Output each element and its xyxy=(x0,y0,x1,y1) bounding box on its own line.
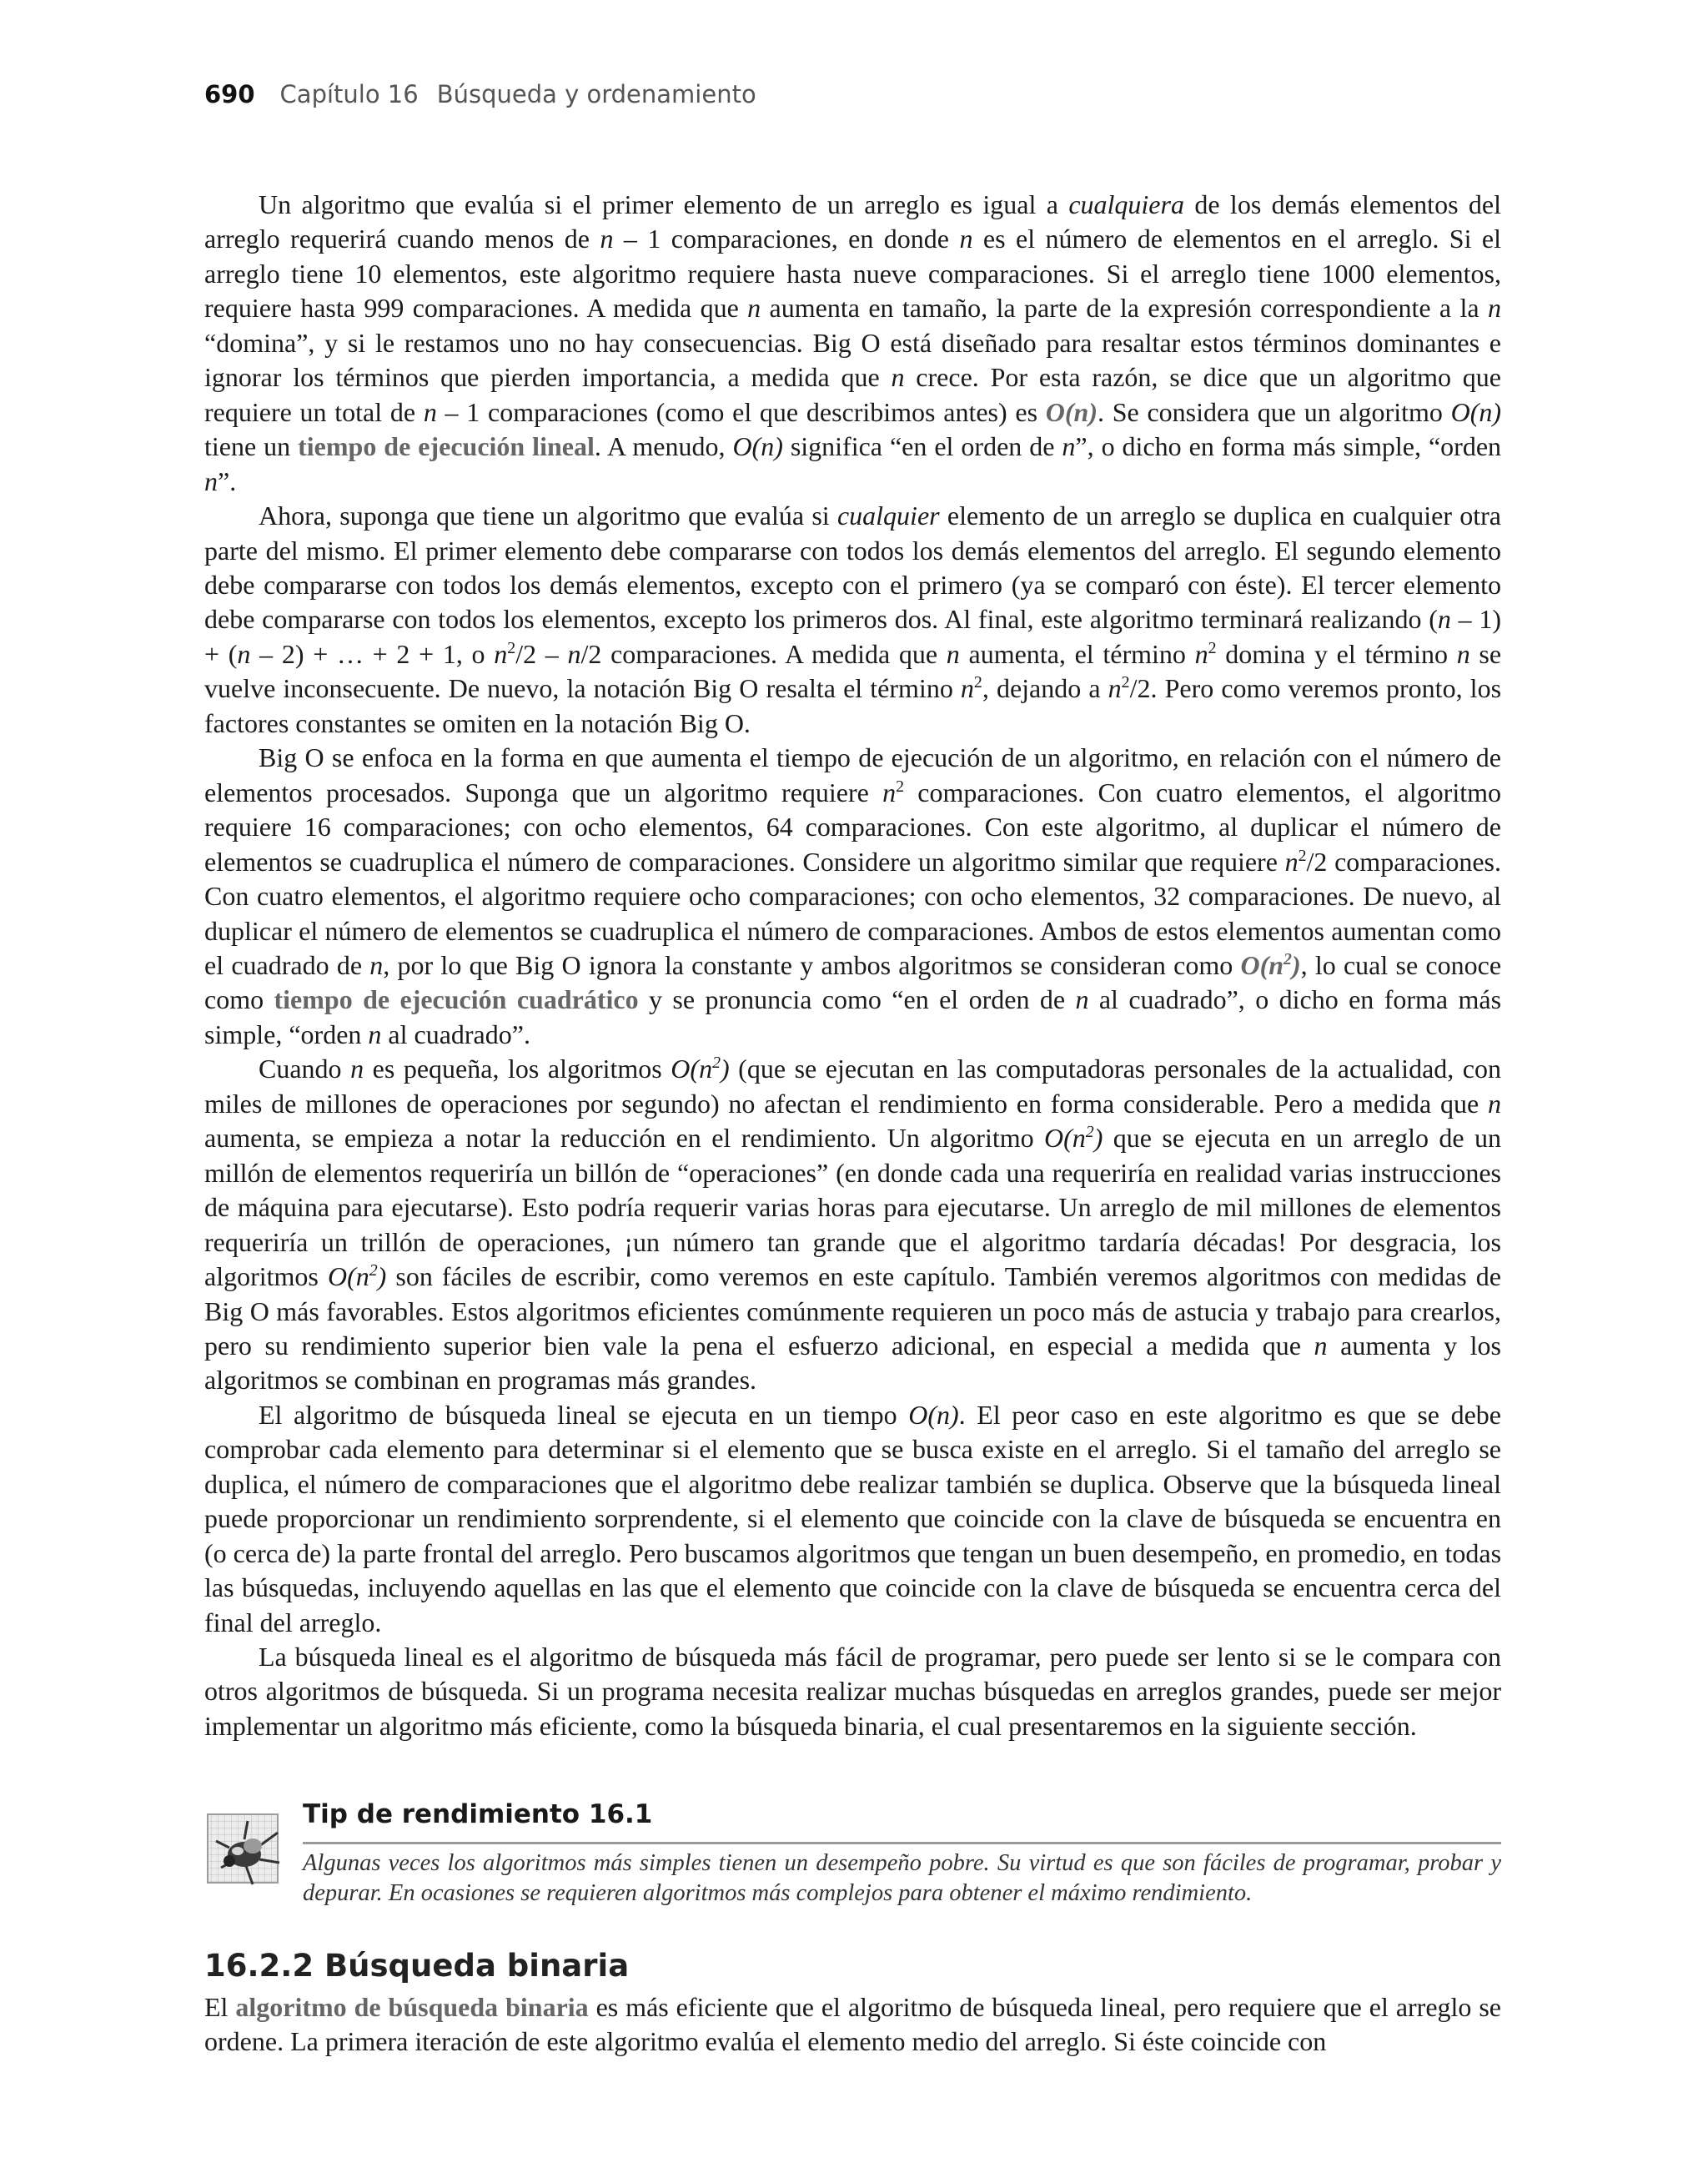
text-run: /2 – xyxy=(515,638,568,669)
text-run: “domina”, y si le restamos uno no hay consecuencias. Big O está diseñado para resaltar estos términos dominantes e ignorar los términos que pierden importancia, a medida que xyxy=(204,327,1501,393)
notation: ) xyxy=(377,1261,387,1292)
paragraph-3 xyxy=(204,741,1501,1052)
variable: n xyxy=(237,638,251,669)
exponent: 2 xyxy=(712,1054,721,1073)
variable: n xyxy=(494,638,508,669)
notation: O(n) xyxy=(732,431,783,462)
performance-bug-icon xyxy=(204,1808,288,1889)
performance-tip-box xyxy=(204,1799,1501,1916)
section-body xyxy=(204,1990,1501,2060)
exponent: 2 xyxy=(896,777,905,796)
text-run: Un algoritmo que evalúa si el primer elemento de un arreglo es igual a xyxy=(259,189,1069,219)
page-number: 690 xyxy=(204,80,255,108)
chapter-label: Capítulo 16 xyxy=(279,80,419,108)
exponent: 2 xyxy=(1085,1123,1094,1142)
paragraph-4 xyxy=(204,1052,1501,1398)
variable: n xyxy=(600,224,614,254)
exponent: 2 xyxy=(1298,846,1307,865)
variable: n xyxy=(1075,984,1089,1015)
notation: O(n xyxy=(671,1054,713,1084)
key-notation: ) xyxy=(1291,949,1301,980)
key-notation: O(n xyxy=(1240,949,1284,980)
variable: n xyxy=(959,224,973,254)
text-run: es más eficiente que el algoritmo de búsqueda lineal, pero requiere que el arreglo se ordene. La primera iteración de este algoritmo evalúa el elemento medio del arreglo. Si éste coincide con xyxy=(204,1992,1502,2057)
paragraph-5 xyxy=(204,1398,1501,1640)
running-head xyxy=(204,80,756,108)
text-run: y se pronuncia como “en el orden de xyxy=(638,984,1076,1015)
text-run: es pequeña, los algoritmos xyxy=(364,1054,671,1084)
section-paragraph xyxy=(204,1990,1501,2060)
variable: n xyxy=(1108,673,1122,704)
text-run: de los demás elementos del arreglo requerirá cuando menos de xyxy=(204,189,1502,254)
variable: n xyxy=(747,293,761,324)
paragraph-6 xyxy=(204,1640,1501,1743)
key-term: tiempo de ejecución cuadrático xyxy=(274,984,639,1015)
variable: n xyxy=(1488,293,1502,324)
text-run: , lo cual se conoce como xyxy=(204,949,1502,1015)
text-run: , dejando a xyxy=(982,673,1108,704)
exponent: 2 xyxy=(973,673,982,692)
text-run: se vuelve inconsecuente. De nuevo, la notación Big O resalta el término xyxy=(204,638,1502,704)
notation: O(n) xyxy=(1450,396,1502,427)
tip-text: Algunas veces los algoritmos más simples tienen un desempeño pobre. Su virtud es que son fáciles de programar, probar y depurar. En ocasiones se requieren algoritmos más complejos para obtener el máximo rendimiento. xyxy=(303,1850,1501,1906)
variable: n xyxy=(1437,604,1451,635)
exponent: 2 xyxy=(1121,673,1130,692)
text-run: . El peor caso en este algoritmo es que se debe comprobar cada elemento para determinar si el elemento que se busca existe en el arreglo. Si el tamaño del arreglo se duplica, el número de comparaciones que el algoritmo debe realizar también se duplica. Observe que la búsqueda lineal puede proporcionar un rendimiento sorprendente, si el elemento que coincide con la clave de búsqueda se encuentra en (o cerca de) la parte frontal del arreglo. Pero buscamos algoritmos que tengan un buen desempeño, en promedio, en todas las búsquedas, incluyendo aquellas en las que el elemento que coincide con la clave de búsqueda se encuentra cerca del final del arreglo. xyxy=(204,1399,1502,1637)
text-run: ”, o dicho en forma más simple, “orden xyxy=(1075,431,1502,462)
text-run: al cuadrado”, o dicho en forma más simple, “orden xyxy=(204,984,1502,1049)
text-run: /2 comparaciones. Con cuatro elementos, el algoritmo requiere ocho comparaciones; con ocho elementos, 32 comparaciones. De nuevo, al duplicar el número de elementos se cuadruplica el número de comparaciones. Ambos de estos elementos aumentan como el cuadrado de xyxy=(204,846,1501,980)
text-run: que se ejecuta en un arreglo de un millón de elementos requeriría un billón de “operaciones” (en donde cada una requeriría en realidad varias instrucciones de máquina para ejecutarse). Esto podría requerir varias horas para ejecutarse. Un arreglo de mil millones de elementos requeriría un trillón de operaciones, ¡un número tan grande que el algoritmo tardaría décadas! Por desgracia, los algoritmos xyxy=(204,1123,1501,1292)
notation: ) xyxy=(720,1054,730,1084)
text-run: al cuadrado”. xyxy=(381,1019,530,1049)
text-run: – 2) + … + 2 + 1, o xyxy=(250,638,495,669)
text-run: son fáciles de escribir, como veremos en este capítulo. También veremos algoritmos con medidas de Big O más favorables. Estos algoritmos eficientes comúnmente requieren un poco más de astucia y trabajo para crearlos, pero su rendimiento superior bien vale la pena el esfuerzo adicional, en especial a medida que xyxy=(204,1261,1502,1361)
variable: n xyxy=(946,638,960,669)
text-run: La búsqueda lineal es el algoritmo de búsqueda más fácil de programar, pero puede ser lento si se le compara con otros algoritmos de búsqueda. Si un programa necesita realizar muchas búsquedas en arreglos grandes, puede ser mejor implementar un algoritmo más eficiente, como la búsqueda binaria, el cual presentaremos en la siguiente sección. xyxy=(204,1642,1501,1741)
text-run: El xyxy=(204,1992,236,2022)
text-run: tiene un xyxy=(204,431,299,462)
text-run: significa “en el orden de xyxy=(782,431,1062,462)
emphasis: cualquier xyxy=(836,500,940,531)
text-run: aumenta, el término xyxy=(959,638,1195,669)
variable: n xyxy=(204,465,218,496)
variable: n xyxy=(423,396,437,427)
variable: n xyxy=(1314,1330,1328,1361)
text-run: es el número de elementos en el arreglo. Si el arreglo tiene 10 elementos, este algoritmo requiere hasta nueve comparaciones. Si el arreglo tiene 1000 elementos, requiere hasta 999 comparaciones. A medida que xyxy=(204,224,1502,324)
exponent: 2 xyxy=(507,639,516,657)
text-run: aumenta y los algoritmos se combinan en programas más grandes. xyxy=(204,1330,1501,1396)
text-run: /2. Pero como veremos pronto, los factores constantes se omiten en la notación Big O. xyxy=(204,673,1502,738)
variable: n xyxy=(1488,1088,1501,1119)
text-run: crece. Por esta razón, se dice que un algoritmo que requiere un total de xyxy=(204,362,1502,427)
notation: O(n xyxy=(1044,1123,1086,1154)
tip-divider xyxy=(303,1842,1501,1844)
text-run: aumenta, se empieza a notar la reducción en el rendimiento. Un algoritmo xyxy=(204,1123,1045,1154)
variable: n xyxy=(1194,638,1208,669)
variable: n xyxy=(1062,431,1076,462)
variable: n xyxy=(1284,846,1299,877)
variable: n xyxy=(368,1019,382,1049)
tip-title: Tip de rendimiento 16.1 xyxy=(303,1799,653,1829)
text-run: comparaciones. Con cuatro elementos, el algoritmo requiere 16 comparaciones; con ocho elementos, 64 comparaciones. Con este algoritmo, al duplicar el número de elementos se cuadruplica el número de comparaciones. Considere un algoritmo similar que requiere xyxy=(204,777,1502,877)
key-term: tiempo de ejecución lineal xyxy=(298,431,595,462)
exponent: 2 xyxy=(1208,639,1217,657)
variable: n xyxy=(350,1054,364,1084)
text-run: , por lo que Big O ignora la constante y ambos algoritmos se consideran como xyxy=(383,949,1241,980)
variable: n xyxy=(891,362,905,393)
paragraph-2 xyxy=(204,499,1501,741)
section-heading: 16.2.2 Búsqueda binaria xyxy=(204,1948,630,1984)
text-run: . Se considera que un algoritmo xyxy=(1097,396,1451,427)
chapter-title: Búsqueda y ordenamiento xyxy=(436,80,756,108)
text-run: – 1 comparaciones, en donde xyxy=(613,224,960,254)
text-run: Cuando xyxy=(259,1054,351,1084)
text-run: /2 comparaciones. A medida que xyxy=(580,638,947,669)
emphasis: cualquiera xyxy=(1068,189,1184,219)
exponent: 2 xyxy=(369,1261,378,1280)
variable: n xyxy=(882,777,897,807)
exponent: 2 xyxy=(1284,950,1292,969)
text-run: Ahora, suponga que tiene un algoritmo que evalúa si xyxy=(259,500,837,531)
notation: O(n xyxy=(327,1261,369,1292)
key-notation: O(n) xyxy=(1045,396,1098,427)
variable: n xyxy=(567,638,581,669)
text-run: elemento de un arreglo se duplica en cualquier otra parte del mismo. El primer elemento debe compararse con todos los demás elementos del arreglo. El segundo elemento debe compararse con todos los demás elementos, excepto con el primero (ya se comparó con éste). El tercer elemento debe compararse con todos los elementos, excepto los primeros dos. Al final, este algoritmo terminará realizando ( xyxy=(204,500,1502,635)
text-run: El algoritmo de búsqueda lineal se ejecuta en un tiempo xyxy=(259,1399,909,1430)
text-run: (que se ejecutan en las computadoras personales de la actualidad, con miles de millones de operaciones por segundo) no afectan el rendimiento en forma considerable. Pero a medida que xyxy=(204,1054,1502,1119)
text-run: . A menudo, xyxy=(594,431,733,462)
notation: O(n) xyxy=(908,1399,959,1430)
variable: n xyxy=(1456,638,1470,669)
key-term: algoritmo de búsqueda binaria xyxy=(235,1992,589,2022)
text-run: Big O se enfoca en la forma en que aumenta el tiempo de ejecución de un algoritmo, en relación con el número de elementos procesados. Suponga que un algoritmo requiere xyxy=(204,742,1501,807)
paragraph-1 xyxy=(204,188,1501,499)
text-run: aumenta en tamaño, la parte de la expresión correspondiente a la xyxy=(761,293,1489,324)
text-run: – 1 comparaciones (como el que describimos antes) es xyxy=(436,396,1046,427)
notation: ) xyxy=(1093,1123,1103,1154)
body-text xyxy=(204,188,1501,1743)
text-run: – 1) + ( xyxy=(204,604,1502,669)
text-run: domina y el término xyxy=(1216,638,1457,669)
text-run: ”. xyxy=(218,465,237,496)
variable: n xyxy=(369,949,384,980)
variable: n xyxy=(960,673,974,704)
